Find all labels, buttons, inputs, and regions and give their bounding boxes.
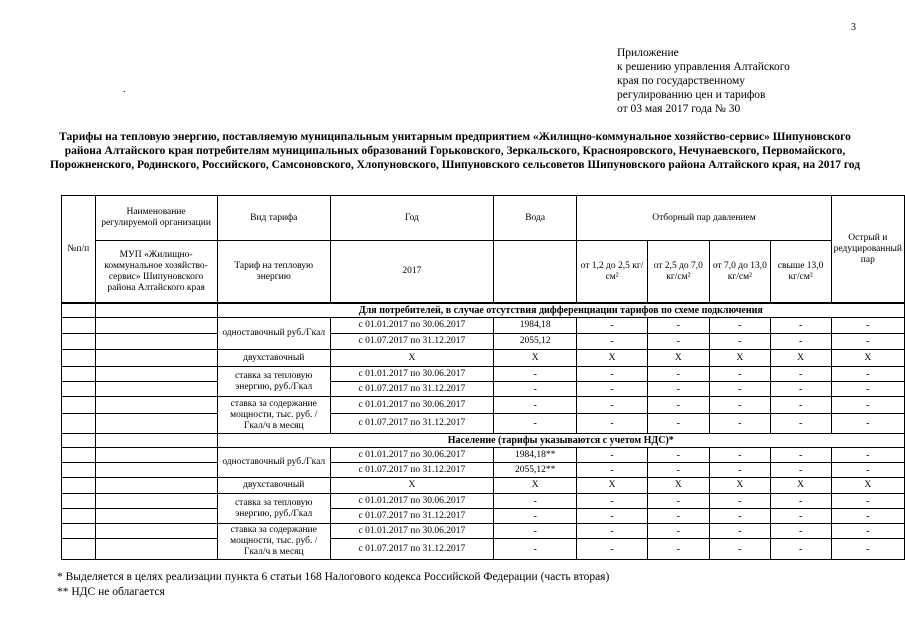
label-single: одноставочный руб./Гкал (217, 318, 330, 350)
label-rate-energy: ставка за тепловую энергию, руб./Гкал (217, 367, 330, 397)
table-row: с 01.07.2017 по 31.12.2017 - - - - - - (62, 382, 905, 397)
org-year: 2017 (330, 241, 493, 303)
table-row: одноставочный руб./Гкал с 01.01.2017 по 30.06.2017 1984,18 - - - - - (62, 318, 905, 334)
table-row: ставка за содержание мощности, тыс. руб. /Гкал/ч в месяц с 01.01.2017 по 30.06.2017 - - - - - - (62, 397, 905, 414)
stray-mark: . (123, 84, 126, 95)
label-rate-capacity: ставка за содержание мощности, тыс. руб. /Гкал/ч в месяц (217, 524, 330, 560)
appendix-line: к решению управления Алтайского (617, 61, 790, 73)
table-row: ставка за содержание мощности, тыс. руб. /Гкал/ч в месяц с 01.01.2017 по 30.06.2017 - - - - - - (62, 524, 905, 539)
water-value: 2055,12 (493, 334, 577, 350)
header-sharp-steam: Острый и редуцированный пар (831, 196, 904, 303)
footnote-no-vat: ** НДС не облагается (57, 586, 165, 598)
label-double: двухставочный (217, 478, 330, 494)
period: с 01.01.2017 по 30.06.2017 (330, 318, 493, 334)
period: с 01.07.2017 по 31.12.2017 (330, 382, 493, 397)
appendix-line: регулированию цен и тарифов (617, 89, 766, 101)
page-number: 3 (851, 22, 856, 33)
period: с 01.07.2017 по 31.12.2017 (330, 334, 493, 350)
appendix-line: края по государственному (617, 75, 745, 87)
header-num: №п/п (62, 196, 96, 303)
period: с 01.01.2017 по 30.06.2017 (330, 494, 493, 509)
period: с 01.07.2017 по 31.12.2017 (330, 539, 493, 560)
label-double: двухставочный (217, 350, 330, 367)
water-value: 1984,18 (493, 318, 577, 334)
appendix-block (617, 46, 790, 116)
header-year: Год (330, 196, 493, 241)
header-tariff-type: Вид тарифа (217, 196, 330, 241)
section-row (62, 304, 905, 318)
appendix-line: от 03 мая 2017 года № 30 (617, 103, 741, 115)
header-pressure-4: свыше 13,0 кг/см² (770, 241, 831, 303)
header-water: Вода (493, 196, 577, 241)
period: с 01.01.2017 по 30.06.2017 (330, 524, 493, 539)
appendix-line: Приложение (617, 47, 679, 59)
header-steam: Отборный пар давлением (577, 196, 831, 241)
org-row (62, 241, 905, 303)
footnote-vat: * Выделяется в целях реализации пункта 6 статьи 168 Налогового кодекса Российской Федерации (часть вторая) (57, 571, 610, 583)
water-value: 2055,12** (493, 463, 577, 478)
period: с 01.07.2017 по 31.12.2017 (330, 414, 493, 434)
table-row: двухставочный Х Х Х Х Х Х Х (62, 350, 905, 367)
table-row: одноставочный руб./Гкал с 01.01.2017 по 30.06.2017 1984,18** - - - - - (62, 448, 905, 463)
table-row: с 01.07.2017 по 31.12.2017 2055,12 - - - - - (62, 334, 905, 350)
table-row: с 01.07.2017 по 31.12.2017 - - - - - - (62, 539, 905, 560)
period: с 01.01.2017 по 30.06.2017 (330, 397, 493, 414)
org-water (493, 241, 577, 303)
period: с 01.07.2017 по 31.12.2017 (330, 463, 493, 478)
period: с 01.01.2017 по 30.06.2017 (330, 448, 493, 463)
table-row: с 01.07.2017 по 31.12.2017 - - - - - - (62, 509, 905, 524)
org-tariff: Тариф на тепловую энергию (217, 241, 330, 303)
label-rate-capacity: ставка за содержание мощности, тыс. руб. /Гкал/ч в месяц (217, 397, 330, 434)
label-rate-energy: ставка за тепловую энергию, руб./Гкал (217, 494, 330, 524)
tariff-table (61, 195, 905, 560)
label-single: одноставочный руб./Гкал (217, 448, 330, 478)
header-pressure-1: от 1,2 до 2,5 кг/см² (577, 241, 647, 303)
section-row (62, 434, 905, 448)
section-title: Для потребителей, в случае отсутствия дифференциации тарифов по схеме подключения (217, 304, 904, 318)
section-title: Население (тарифы указываются с учетом НДС)* (217, 434, 904, 448)
header-row (62, 196, 905, 241)
table-row: ставка за тепловую энергию, руб./Гкал с 01.01.2017 по 30.06.2017 - - - - - - (62, 367, 905, 382)
period: с 01.01.2017 по 30.06.2017 (330, 367, 493, 382)
org-name: МУП «Жилищно-коммунальное хозяйство-сервис» Шипуновского района Алтайского края (95, 241, 217, 303)
table-row: двухставочный Х Х Х Х Х Х Х (62, 478, 905, 494)
table-row: с 01.07.2017 по 31.12.2017 2055,12** - - - - - (62, 463, 905, 478)
document-title: Тарифы на тепловую энергию, поставляемую муниципальным унитарным предприятием «Жилищно-коммунальное хозяйство-сервис» Шипуновского района Алтайского края потребителям муниципальных образований Горьковского, Зеркальского, Краснояровского, Нечунаевского, Первомайского, Порожненского, Родинского, Российского, Самсоновского, Хлопуновского, Шипуновского сельсоветов Шипуновского района Алтайского края, на 2017 год (49, 131, 861, 171)
water-value: 1984,18** (493, 448, 577, 463)
header-org: Наименование регулируемой организации (95, 196, 217, 241)
header-pressure-2: от 2,5 до 7,0 кг/см² (647, 241, 709, 303)
period: с 01.07.2017 по 31.12.2017 (330, 509, 493, 524)
table-row: ставка за тепловую энергию, руб./Гкал с 01.01.2017 по 30.06.2017 - - - - - - (62, 494, 905, 509)
header-pressure-3: от 7,0 до 13,0 кг/см² (710, 241, 771, 303)
table-row: с 01.07.2017 по 31.12.2017 - - - - - - (62, 414, 905, 434)
